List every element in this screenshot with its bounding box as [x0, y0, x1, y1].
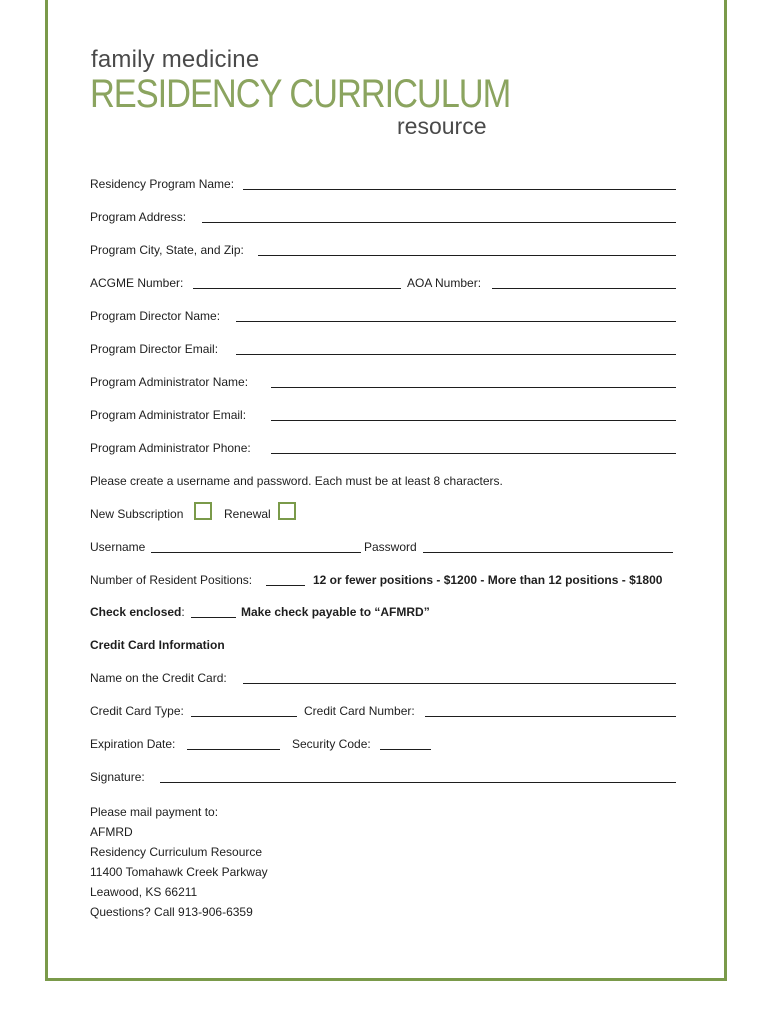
logo-line-resource: resource — [397, 113, 487, 139]
security-code-label: Security Code: — [292, 737, 371, 751]
renewal-label: Renewal — [224, 507, 271, 521]
mail-line: 11400 Tomahawk Creek Parkway — [90, 865, 268, 879]
mail-line: AFMRD — [90, 825, 133, 839]
mailing-info — [90, 802, 268, 922]
positions-label: Number of Resident Positions: — [90, 573, 253, 587]
signature-field[interactable] — [160, 782, 676, 783]
cc-number-field[interactable] — [425, 716, 676, 717]
new-subscription-label: New Subscription — [90, 507, 184, 521]
mail-line: Questions? Call 913-906-6359 — [90, 905, 253, 919]
acgme-field[interactable] — [193, 288, 401, 289]
expiration-label: Expiration Date: — [90, 737, 176, 751]
cc-name-label: Name on the Credit Card: — [90, 671, 227, 685]
username-label: Username — [90, 540, 146, 554]
logo — [90, 46, 511, 139]
director-name-field[interactable] — [236, 321, 676, 322]
admin-email-label: Program Administrator Email: — [90, 408, 247, 422]
cc-number-label: Credit Card Number: — [304, 704, 415, 718]
director-name-label: Program Director Name: — [90, 309, 221, 323]
positions-pricing: 12 or fewer positions - $1200 - More than 12 positions - $1800 — [313, 573, 663, 587]
cc-type-label: Credit Card Type: — [90, 704, 184, 718]
logo-line-residency-curriculum: RESIDENCY CURRICULUM — [90, 72, 511, 116]
aoa-field[interactable] — [492, 288, 676, 289]
credentials-note: Please create a username and password. Each must be at least 8 characters. — [90, 474, 503, 488]
program-address-field[interactable] — [202, 222, 676, 223]
password-label: Password — [364, 540, 417, 554]
program-city-field[interactable] — [258, 255, 676, 256]
acgme-label: ACGME Number: — [90, 276, 184, 290]
signature-label: Signature: — [90, 770, 145, 784]
cc-name-field[interactable] — [243, 683, 676, 684]
new-subscription-checkbox[interactable] — [194, 502, 212, 520]
cc-type-field[interactable] — [191, 716, 297, 717]
admin-email-field[interactable] — [271, 420, 676, 421]
security-code-field[interactable] — [380, 749, 431, 750]
mail-line: Leawood, KS 66211 — [90, 885, 198, 899]
admin-phone-field[interactable] — [271, 453, 676, 454]
program-city-label: Program City, State, and Zip: — [90, 243, 244, 257]
check-payable-note: Make check payable to “AFMRD” — [241, 605, 430, 619]
director-email-label: Program Director Email: — [90, 342, 219, 356]
expiration-field[interactable] — [187, 749, 280, 750]
check-enclosed-colon: : — [181, 605, 185, 619]
credit-card-heading: Credit Card Information — [90, 638, 225, 652]
mail-line: Please mail payment to: — [90, 805, 219, 819]
program-address-label: Program Address: — [90, 210, 187, 224]
password-field[interactable] — [423, 552, 673, 553]
check-enclosed-label — [90, 605, 185, 619]
username-field[interactable] — [151, 552, 361, 553]
renewal-checkbox[interactable] — [278, 502, 296, 520]
aoa-label: AOA Number: — [407, 276, 482, 290]
admin-name-field[interactable] — [271, 387, 676, 388]
director-email-field[interactable] — [236, 354, 676, 355]
check-enclosed-field[interactable] — [191, 617, 236, 618]
check-enclosed-text: Check enclosed — [90, 605, 182, 619]
admin-phone-label: Program Administrator Phone: — [90, 441, 251, 455]
positions-field[interactable] — [266, 585, 305, 586]
program-name-field[interactable] — [243, 189, 676, 190]
program-name-label: Residency Program Name: — [90, 177, 235, 191]
admin-name-label: Program Administrator Name: — [90, 375, 249, 389]
logo-line-family-medicine: family medicine — [91, 46, 260, 73]
mail-line: Residency Curriculum Resource — [90, 845, 263, 859]
